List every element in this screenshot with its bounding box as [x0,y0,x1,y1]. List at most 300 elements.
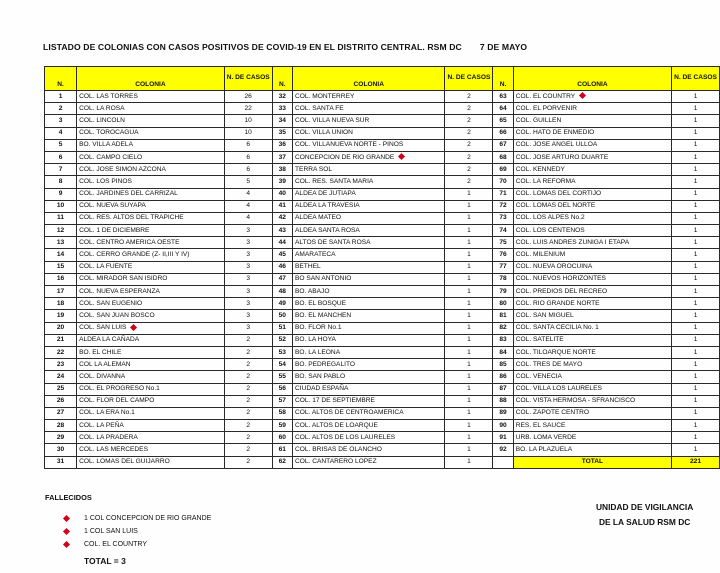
cases-count: 1 [445,346,493,358]
colonia-cell [293,127,445,139]
colonia-name: BO. LA LEONA [295,348,341,356]
row-number: 33 [272,103,292,115]
colonia-cell [77,273,225,285]
colonia-cell [77,298,225,310]
colonia-cell [513,127,671,139]
colonia-name: BO. VILLA ADELA [79,141,133,149]
colonia-name: COL. LUIS ANDRES ZUNIGA I ETAPA [515,238,630,246]
colonia-name: COL. JOSE ANGEL ULLOA [515,141,598,149]
row-number: 84 [493,346,513,358]
colonia-name: COL. LA ERA No.1 [79,409,135,417]
colonia-name: COL. RES. ALTOS DEL TRAPICHE [79,214,184,222]
document-title [43,42,527,52]
colonia-name: URB. LOMA VERDE [515,433,577,441]
colonia-cell [77,334,225,346]
table-row [45,127,720,139]
colonia-name: COL. LOS CENTENOS [515,226,585,234]
colonia-name: COL. VISTA HERMOSA - SFRANCISCO [515,397,636,405]
death-item-text: 1 COL SAN LUIS [84,528,138,535]
row-number: 71 [493,188,513,200]
colonia-name: COL. TILOARQUE NORTE [515,348,596,356]
colonia-name: COL. FLOR DEL CAMPO [79,397,155,405]
colonia-cell [513,286,671,298]
colonia-cell [293,188,445,200]
cases-count: 2 [445,103,493,115]
colonia-cell [77,225,225,237]
row-number: 49 [272,298,292,310]
cases-count: 1 [445,249,493,261]
colonia-cell [513,103,671,115]
colonia-name: COL. LAS TORRES [79,92,138,100]
cases-count: 1 [672,151,720,163]
colonia-name: COL. JOSE ARTURO DUARTE [515,153,609,161]
cases-count: 1 [672,249,720,261]
colonia-cell [513,176,671,188]
cases-count: 4 [224,188,272,200]
cases-count: 1 [672,420,720,432]
colonia-cell [513,188,671,200]
table-row [45,371,720,383]
cases-count: 1 [672,115,720,127]
row-number: 66 [493,127,513,139]
colonia-name: COL. LOMAS DEL GUIJARRO [79,458,170,466]
cases-count: 3 [224,298,272,310]
colonia-cell [77,249,225,261]
colonia-cell [77,395,225,407]
issuing-unit-line2: DE LA SALUD RSM DC [598,517,691,527]
cases-count: 2 [224,383,272,395]
colonia-name: CIUDAD ESPAÑA [295,385,349,393]
colonia-name: COL. VILLA NUEVA SUR [295,116,370,124]
colonia-cell [77,359,225,371]
table-row [45,395,720,407]
row-number: 63 [493,91,513,103]
cases-count: 1 [445,395,493,407]
colonia-cell [77,420,225,432]
header-colonia: COLONIA [293,67,445,91]
colonia-cell [293,456,445,468]
colonia-name: COL. GUILLEN [515,116,562,124]
row-number: 18 [45,298,77,310]
total-label: TOTAL [513,456,671,468]
colonia-cell [77,322,225,334]
colonia-cell [77,261,225,273]
cases-count: 1 [672,127,720,139]
colonia-cell [77,127,225,139]
colonia-cell [77,444,225,456]
table-row [45,91,720,103]
colonia-name: BO. EL MANCHEN [295,311,352,319]
cases-count: 1 [672,432,720,444]
row-number: 82 [493,322,513,334]
table-row [45,212,720,224]
cases-count: 2 [445,139,493,151]
colonia-cell [77,286,225,298]
row-number: 67 [493,139,513,151]
colonia-cell [293,176,445,188]
row-number: 21 [45,334,77,346]
table-row [45,432,720,444]
row-number: 51 [272,322,292,334]
colonia-name: COL. EL PORVENIR [515,104,577,112]
colonia-cell [513,237,671,249]
row-number: 69 [493,164,513,176]
table-header-row [45,67,720,91]
cases-count: 1 [672,261,720,273]
row-number: 53 [272,346,292,358]
cases-count: 1 [445,188,493,200]
cases-count: 1 [445,298,493,310]
death-marker-icon [398,153,405,160]
colonia-name: COL. LA PEÑA [79,421,124,429]
cases-count: 1 [672,237,720,249]
row-number: 80 [493,298,513,310]
cases-count: 2 [445,91,493,103]
colonia-cell [293,383,445,395]
row-number: 75 [493,237,513,249]
row-number: 42 [272,212,292,224]
colonia-cell [293,115,445,127]
row-number: 45 [272,249,292,261]
colonia-name: RES. EL SAUCE [515,421,566,429]
cases-count: 1 [445,383,493,395]
cases-count: 1 [445,212,493,224]
total-value: 221 [672,456,720,468]
title-text: LISTADO DE COLONIAS CON CASOS POSITIVOS DE COVID-19 EN EL DISTRITO CENTRAL. RSM DC [43,42,462,52]
row-number: 9 [45,188,77,200]
colonia-cell [293,237,445,249]
header-casos: N. DE CASOS [224,67,272,91]
row-number: 2 [45,103,77,115]
row-number: 38 [272,164,292,176]
colonia-name: COL. LOMAS DEL NORTE [515,202,596,210]
cases-count: 2 [445,176,493,188]
colonia-cell [293,359,445,371]
header-colonia: COLONIA [77,67,225,91]
colonia-name: BO. ABAJO [295,287,330,295]
cases-count: 3 [224,322,272,334]
colonia-cell [293,346,445,358]
row-number: 28 [45,420,77,432]
row-number: 59 [272,420,292,432]
row-number: 70 [493,176,513,188]
cases-count: 3 [224,237,272,249]
row-number: 32 [272,91,292,103]
row-number: 73 [493,212,513,224]
colonia-cell [293,407,445,419]
row-number: 55 [272,371,292,383]
cases-count: 1 [672,395,720,407]
table-row [45,359,720,371]
table-row [45,103,720,115]
row-number: 39 [272,176,292,188]
cases-count: 3 [224,249,272,261]
colonia-cell [293,432,445,444]
row-number: 62 [272,456,292,468]
row-number: 41 [272,200,292,212]
colonia-cell [513,371,671,383]
row-number: 31 [45,456,77,468]
cases-count: 2 [224,444,272,456]
cases-count: 1 [445,371,493,383]
colonia-name: BO. FLOR No.1 [295,324,342,332]
colonia-name: COL. MILENIUM [515,251,566,259]
colonia-name: COL. LOS ALPES No.2 [515,214,585,222]
colonia-cell [77,212,225,224]
row-number: 11 [45,212,77,224]
row-number: 7 [45,164,77,176]
issuing-unit-line1: UNIDAD DE VIGILANCIA [596,502,694,512]
colonia-name: CONCEPCION DE RIO GRANDE [295,153,395,161]
colonia-name: BO. PEDREGALITO [295,360,355,368]
cases-count: 1 [672,188,720,200]
cases-count: 1 [672,200,720,212]
colonia-cell [293,444,445,456]
cases-count: 1 [445,407,493,419]
colonia-name: BETHEL [295,263,321,271]
colonia-name: COL. LA FUENTE [79,263,133,271]
row-number: 50 [272,310,292,322]
cases-count: 1 [672,273,720,285]
row-number: 86 [493,371,513,383]
row-number: 60 [272,432,292,444]
row-number: 85 [493,359,513,371]
deaths-heading: FALLECIDOS [45,493,92,502]
colonia-cell [77,237,225,249]
row-number: 6 [45,151,77,163]
colonia-cell [77,103,225,115]
cases-count: 26 [224,91,272,103]
row-number: 43 [272,225,292,237]
cases-count: 1 [672,371,720,383]
colonia-name: COL. VILLA UNION [295,129,353,137]
row-number: 4 [45,127,77,139]
row-number: 87 [493,383,513,395]
cases-count: 1 [672,225,720,237]
colonia-cell [513,407,671,419]
death-item-text: COL. EL COUNTRY [84,541,148,548]
colonia-cell [77,176,225,188]
colonia-name: TERRA SOL [295,165,333,173]
death-marker-icon [63,541,70,548]
colonia-name: COL. TOROCAGUA [79,129,139,137]
cases-count: 6 [224,164,272,176]
cases-count: 1 [445,225,493,237]
cases-count: 1 [672,91,720,103]
row-number: 44 [272,237,292,249]
colonia-name: COL. JARDINES DEL CARRIZAL [79,190,178,198]
row-number: 78 [493,273,513,285]
table-row [45,322,720,334]
colonia-cell [77,115,225,127]
cases-count: 3 [224,273,272,285]
row-number: 57 [272,395,292,407]
colonia-cell [77,91,225,103]
colonia-name: COL. LOMAS DEL CORTIJO [515,190,602,198]
colonia-cell [513,334,671,346]
cases-count: 3 [224,310,272,322]
colonia-name: COL. ZAPOTE CENTRO [515,409,590,417]
colonia-name: COL. NUEVA ESPERANZA [79,287,160,295]
row-number: 5 [45,139,77,151]
colonia-name: COL. KENNEDY [515,165,565,173]
header-n: N. [493,67,513,91]
cases-count: 2 [224,371,272,383]
table-row [45,346,720,358]
cases-count: 1 [445,200,493,212]
row-number: 37 [272,151,292,163]
colonia-name: ALDEA MATEO [295,214,342,222]
colonia-cell [293,151,445,163]
colonia-cell [513,225,671,237]
colonia-cell [293,103,445,115]
colonia-cell [293,139,445,151]
title-date: 7 DE MAYO [479,42,528,52]
cases-count: 1 [672,176,720,188]
row-number: 8 [45,176,77,188]
cases-count: 4 [224,200,272,212]
colonia-cell [293,225,445,237]
colonia-name: COL. JOSE SIMON AZCONA [79,165,166,173]
cases-count: 1 [672,164,720,176]
table-row [45,200,720,212]
colonia-cell [513,444,671,456]
cases-count: 1 [672,383,720,395]
table-row [45,334,720,346]
cases-count: 1 [445,444,493,456]
death-marker-icon [63,515,70,522]
colonia-cell [293,420,445,432]
colonia-name: COL. BRISAS DE OLANCHO [295,446,382,454]
colonia-cell [77,456,225,468]
list-item [58,525,211,538]
colonia-cell [293,212,445,224]
cases-count: 5 [224,176,272,188]
colonia-name: COL. CENTRO AMERICA OESTE [79,238,180,246]
colonia-cell [513,432,671,444]
row-number: 3 [45,115,77,127]
cases-count: 2 [224,359,272,371]
colonia-name: BO. EL CHILE [79,348,122,356]
colonia-cell [513,322,671,334]
cases-count: 2 [224,420,272,432]
cases-count: 4 [224,212,272,224]
colonia-name: COL. LA ROSA [79,104,125,112]
colonia-name: COL LA ALEMAN [79,360,131,368]
cases-count: 1 [445,310,493,322]
cases-count: 3 [224,286,272,298]
colonia-name: COL. ALTOS DE LOS LAURELES [295,433,396,441]
colonia-name: AMARATECA [295,251,336,259]
colonia-name: COL. LA REFORMA [515,177,576,185]
colonia-name: COL. RES. SANTA MARIA [295,177,374,185]
table-row [45,298,720,310]
row-number: 54 [272,359,292,371]
colonia-name: COL. HATO DE ENMEDIO [515,129,595,137]
colonia-name: COL. MONTERREY [295,92,355,100]
cases-count: 2 [224,346,272,358]
colonia-name: COL. CERRO GRANDE (Z- II,III Y IV) [79,251,190,259]
colonia-name: COL. NUEVA OROCUINA [515,263,593,271]
table-row [45,225,720,237]
cases-count: 1 [672,103,720,115]
colonia-name: COL. SATELITE [515,336,564,344]
cases-count: 1 [672,139,720,151]
row-number: 15 [45,261,77,273]
colonia-name: ALDEA LA TRAVESIA [295,202,360,210]
colonia-cell [293,200,445,212]
colonia-cell [77,188,225,200]
colonia-cell [77,139,225,151]
row-number: 58 [272,407,292,419]
row-number: 65 [493,115,513,127]
colonia-name: COL. VENECIA [515,372,562,380]
colonia-name: ALTOS DE SANTA ROSA [295,238,371,246]
colonia-cell [513,115,671,127]
cases-count: 2 [224,395,272,407]
colonia-name: ALDEA LA CAÑADA [79,336,140,344]
row-number: 10 [45,200,77,212]
table-row [45,273,720,285]
row-number: 29 [45,432,77,444]
cases-count: 1 [672,444,720,456]
colonia-name: COL. RIO GRANDE NORTE [515,299,600,307]
header-n: N. [272,67,292,91]
colonia-name: BO. LA HOYA [295,336,336,344]
row-number: 74 [493,225,513,237]
colonia-name: COL. ALTOS DE LOARQUE [295,421,378,429]
deaths-list [58,512,211,551]
row-number: 47 [272,273,292,285]
colonia-cell [77,371,225,383]
cases-count: 22 [224,103,272,115]
colonia-cell [513,249,671,261]
row-number: 1 [45,91,77,103]
cases-count: 1 [445,237,493,249]
cases-count: 2 [224,432,272,444]
colonia-cell [77,407,225,419]
colonia-cell [293,273,445,285]
row-number: 76 [493,249,513,261]
colonia-name: COL. DIVANNA [79,372,126,380]
table-row [45,188,720,200]
row-number: 16 [45,273,77,285]
row-number: 14 [45,249,77,261]
colonia-name: COL. SANTA FE [295,104,344,112]
cases-count: 1 [672,298,720,310]
table-row [45,383,720,395]
cases-count: 1 [672,322,720,334]
colonia-name: BO. SAN PABLO [295,372,346,380]
colonia-cell [513,298,671,310]
table-row [45,139,720,151]
colonia-name: COL. SAN JUAN BOSCO [79,311,155,319]
colonia-name: COL. CANTARERO LOPEZ [295,458,377,466]
table-row [45,456,720,468]
cases-count: 3 [224,261,272,273]
colonia-name: COL. LAS MERCEDES [79,446,148,454]
cases-count: 1 [672,359,720,371]
colonia-cell [293,261,445,273]
colonia-cell [77,346,225,358]
death-marker-icon [130,324,137,331]
colonia-name: COL. LA PRADERA [79,433,138,441]
colonia-name: COL. 17 DE SEPTIEMBRE [295,397,375,405]
row-number: 27 [45,407,77,419]
colonia-cell [77,151,225,163]
cases-count: 1 [672,334,720,346]
table-row [45,151,720,163]
